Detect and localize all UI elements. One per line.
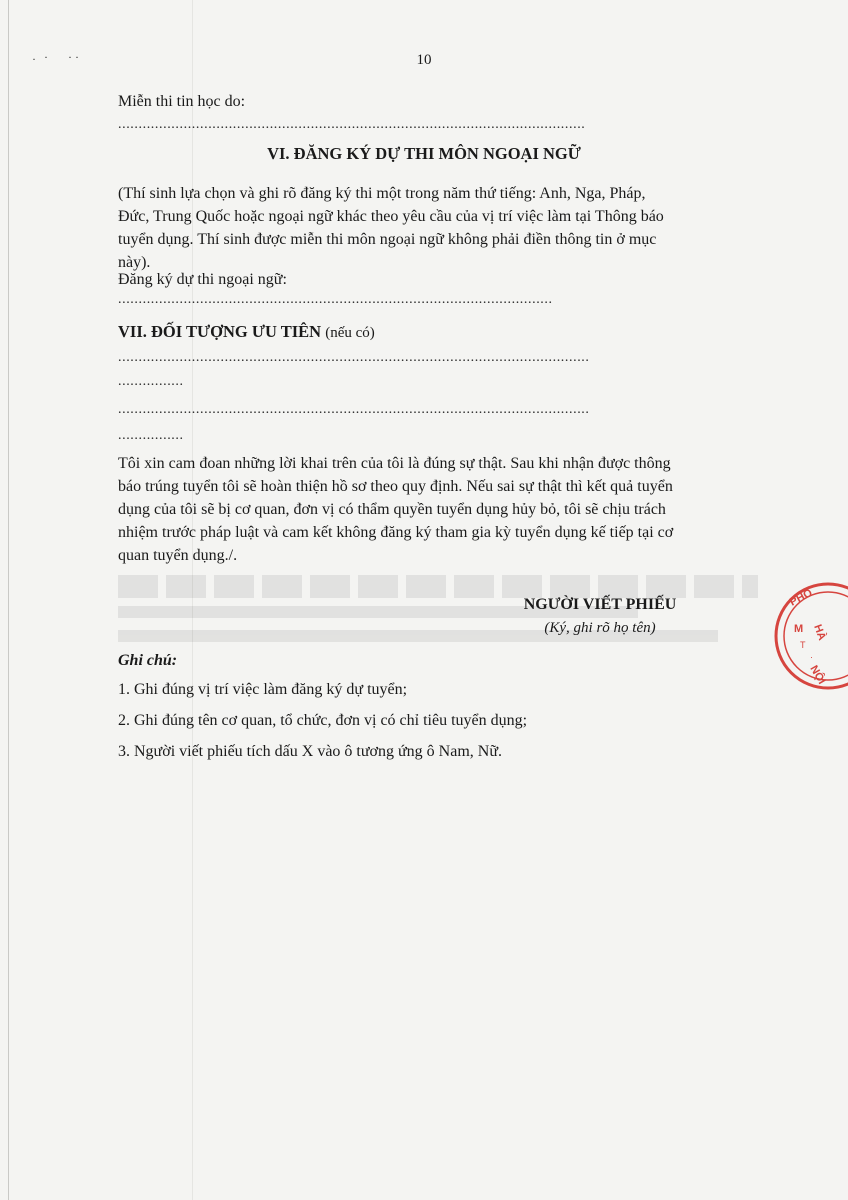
scan-speck: · · (68, 50, 79, 64)
exemption-label: Miễn thi tin học do: (118, 93, 246, 110)
section-7-heading: VII. ĐỐI TƯỢNG ƯU TIÊN (118, 322, 322, 341)
svg-text:PHÒ: PHÒ (787, 586, 815, 609)
section-6-instructions (118, 182, 758, 274)
instruction-line: này). (118, 254, 151, 271)
svg-text:HÀ: HÀ (811, 622, 828, 642)
instruction-line: Đức, Trung Quốc hoặc ngoại ngữ khác theo yêu cầu của vị trí việc làm tại Thông báo (118, 208, 664, 225)
svg-text:·: · (810, 652, 813, 662)
language-field-label: Đăng ký dự thi ngoại ngữ: (118, 271, 287, 288)
signer-subtitle: (Ký, ghi rõ họ tên) (544, 620, 656, 636)
priority-fill-line: ................................................................................................................... (118, 402, 590, 417)
priority-fill-line: ................................................................................................................... (118, 350, 590, 365)
note-item: 1. Ghi đúng vị trí việc làm đăng ký dự tuyển; (118, 681, 408, 698)
declaration-paragraph (118, 452, 758, 567)
priority-fill-line-cont: ................ (118, 428, 184, 443)
declaration-line: Tôi xin cam đoan những lời khai trên của tôi là đúng sự thật. Sau khi nhận được thông (118, 455, 671, 472)
declaration-line: dụng của tôi sẽ bị cơ quan, đơn vị có thẩm quyền tuyển dụng hủy bỏ, tôi sẽ chịu trách (118, 501, 666, 518)
exemption-fill-line: .................................................................................................................. (118, 117, 586, 132)
section-7-note: (nếu có) (325, 325, 375, 341)
declaration-line: nhiệm trước pháp luật và cam kết không đăng ký tham gia kỳ tuyển dụng kế tiếp tại cơ (118, 524, 674, 541)
page-number: 10 (416, 52, 432, 68)
section-7-title (118, 322, 375, 342)
scan-speck: · (32, 52, 36, 66)
declaration-line: báo trúng tuyển tôi sẽ hoàn thiện hồ sơ theo quy định. Nếu sai sự thật thì kết quả tuyển (118, 478, 673, 495)
section-6-title: VI. ĐĂNG KÝ DỰ THI MÔN NGOẠI NGỮ (267, 144, 581, 163)
scan-speck: · (44, 50, 48, 64)
priority-fill-line-cont: ................ (118, 374, 184, 389)
scan-edge (8, 0, 9, 1200)
instruction-line: tuyển dụng. Thí sinh được miễn thi môn ngoại ngữ không phải điền thông tin ở mục (118, 231, 657, 248)
instruction-line: (Thí sinh lựa chọn và ghi rõ đăng ký thi một trong năm thứ tiếng: Anh, Nga, Pháp, (118, 185, 646, 202)
svg-text:NỘI: NỘI (807, 663, 828, 687)
language-fill-line: .......................................................................................................... (118, 292, 553, 307)
svg-text:T: T (800, 640, 806, 650)
signer-title: NGƯỜI VIẾT PHIẾU (523, 596, 677, 613)
svg-text:M: M (794, 623, 804, 635)
notes-title: Ghi chú: (118, 652, 178, 669)
note-item: 3. Người viết phiếu tích dấu X vào ô tương ứng ô Nam, Nữ. (118, 743, 502, 760)
note-item: 2. Ghi đúng tên cơ quan, tổ chức, đơn vị có chỉ tiêu tuyển dụng; (118, 712, 528, 729)
declaration-line: quan tuyển dụng./. (118, 547, 238, 564)
official-seal (770, 576, 848, 696)
